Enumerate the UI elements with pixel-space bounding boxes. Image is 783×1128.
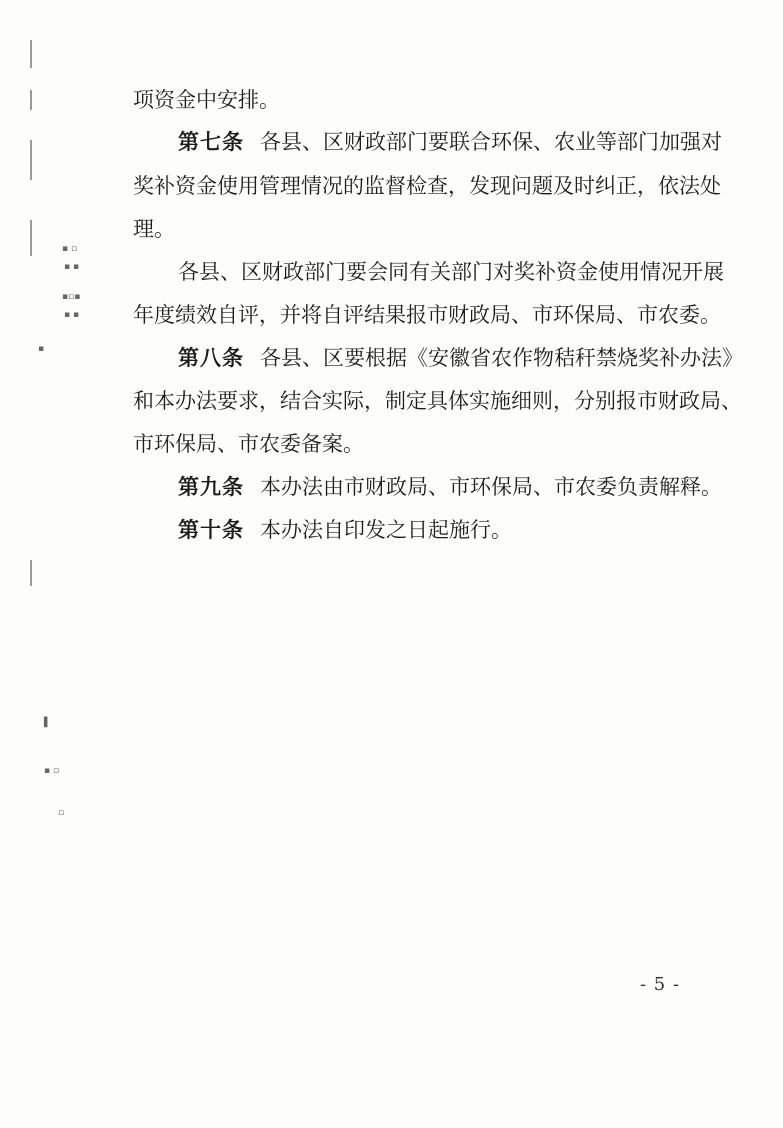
scan-edge-mark: [30, 40, 32, 68]
clause-10-label: 第十条: [178, 517, 244, 542]
clause-8-text: 各县、区要根据《安徽省农作物秸秆禁烧奖补办法》: [260, 346, 743, 370]
scan-speck: ▫: [58, 808, 65, 818]
scan-speck: ▪ ▫: [62, 244, 78, 254]
scan-edge-mark: [30, 90, 32, 110]
paragraph-first-line: [178, 260, 724, 284]
paragraph-text: 各县、区财政部门要会同有关部门对奖补资金使用情况开展: [178, 260, 724, 284]
text-line: [133, 88, 280, 112]
clause-8-first-line: [178, 346, 743, 370]
scan-edge-mark: [30, 220, 32, 256]
clause-7-text: 各县、区财政部门要联合环保、农业等部门加强对: [260, 130, 722, 154]
clause-10-text: 本办法自印发之日起施行。: [260, 518, 512, 542]
clause-7-first-line: [178, 130, 722, 154]
text-line: [133, 217, 175, 241]
clause-9-line: [178, 475, 722, 499]
clause-8-text: 市环保局、市农委备案。: [133, 432, 364, 456]
page-number: - 5 -: [640, 974, 681, 995]
clause-8-text: 和本办法要求，结合实际，制定具体实施细则，分别报市财政局、: [133, 389, 742, 413]
text-line: [133, 389, 742, 413]
text-line-content: 项资金中安排。: [133, 88, 280, 112]
clause-7-text: 奖补资金使用管理情况的监督检查，发现问题及时纠正，依法处: [133, 174, 721, 198]
clause-10-line: [178, 518, 512, 542]
scan-speck: ▌: [44, 718, 51, 728]
scan-speck: ▪ ▪: [64, 262, 80, 272]
scan-edge-mark: [30, 560, 32, 586]
clause-8-label: 第八条: [178, 345, 244, 370]
scan-speck: ▪ ▪: [64, 310, 80, 320]
clause-9-text: 本办法由市财政局、市环保局、市农委负责解释。: [260, 475, 722, 499]
scan-speck: ▪▫▪: [62, 292, 81, 302]
scan-edge-mark: [30, 140, 32, 180]
clause-7-label: 第七条: [178, 129, 244, 154]
text-line: [133, 432, 364, 456]
paragraph-text: 年度绩效自评，并将自评结果报市财政局、市环保局、市农委。: [133, 303, 721, 327]
text-line: [133, 174, 721, 198]
clause-7-text: 理。: [133, 217, 175, 241]
clause-9-label: 第九条: [178, 474, 244, 499]
text-line: [133, 303, 721, 327]
scan-speck: ▪: [38, 344, 45, 354]
scan-speck: ▪ ▫: [44, 766, 60, 776]
